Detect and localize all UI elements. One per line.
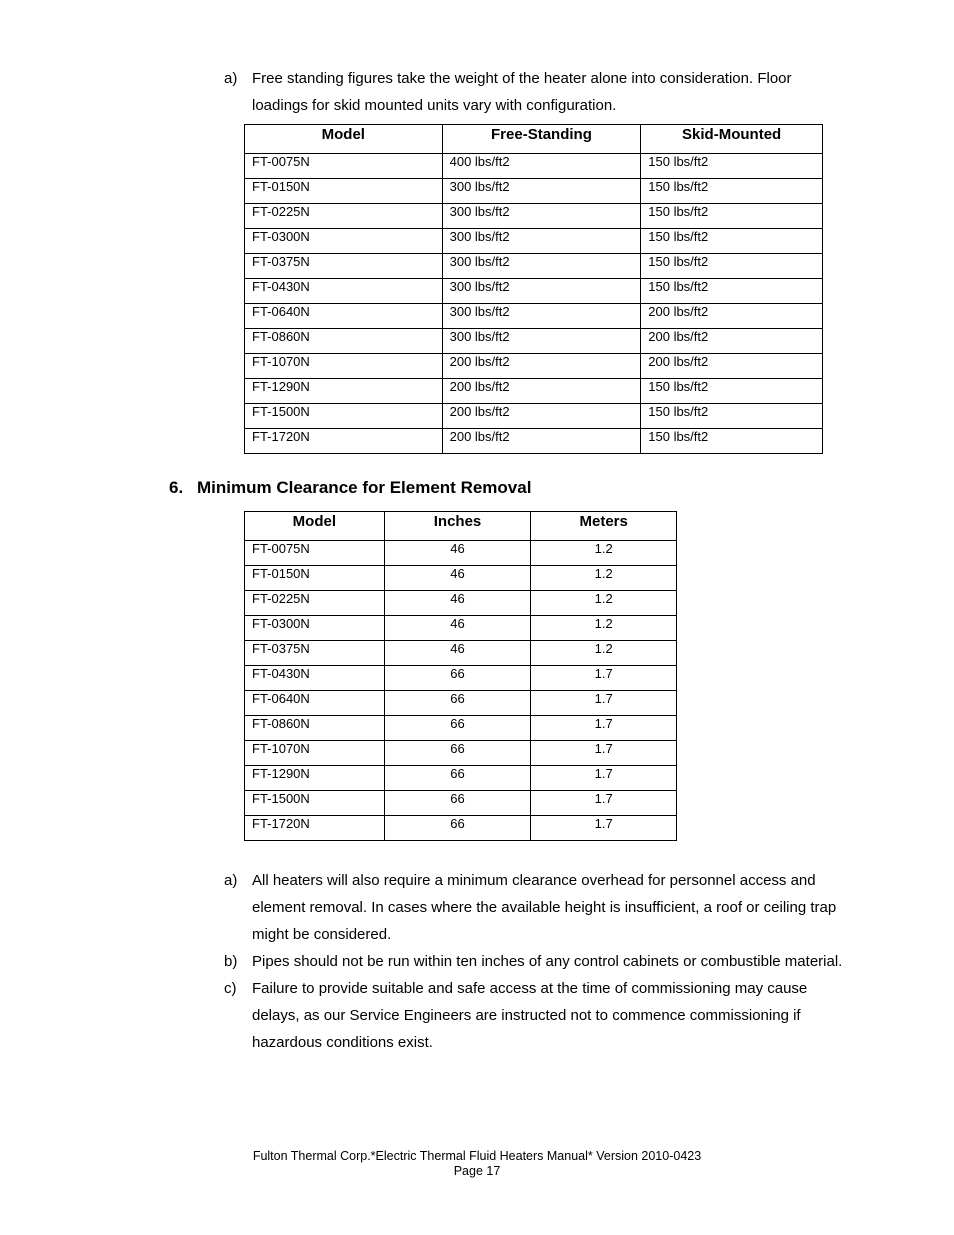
table-row <box>245 329 823 354</box>
table-cell: 300 lbs/ft2 <box>442 329 641 354</box>
table-row <box>245 791 677 816</box>
page-footer <box>0 1149 954 1179</box>
table-cell: 1.7 <box>531 791 677 816</box>
note-line: hazardous conditions exist. <box>252 1034 433 1051</box>
table-cell: FT-1720N <box>245 429 443 454</box>
table-cell: 300 lbs/ft2 <box>442 179 641 204</box>
table-cell: FT-0375N <box>245 641 385 666</box>
table-cell: 300 lbs/ft2 <box>442 254 641 279</box>
page-number: Page 17 <box>453 1164 501 1178</box>
table-cell: FT-0375N <box>245 254 443 279</box>
table-cell: 1.2 <box>531 591 677 616</box>
note-line: delays, as our Service Engineers are instructed not to commence commissioning if <box>252 1007 801 1024</box>
table-cell: 150 lbs/ft2 <box>641 279 823 304</box>
table-cell: 150 lbs/ft2 <box>641 254 823 279</box>
table-cell: 200 lbs/ft2 <box>442 354 641 379</box>
table-cell: 66 <box>384 691 531 716</box>
table-cell: 46 <box>384 641 531 666</box>
table-cell: FT-1500N <box>245 404 443 429</box>
table-cell: 66 <box>384 716 531 741</box>
intro-marker: a) <box>224 70 238 87</box>
table-cell: FT-0150N <box>245 179 443 204</box>
table-cell: FT-0430N <box>245 279 443 304</box>
table-cell: FT-1290N <box>245 379 443 404</box>
table-cell: 1.2 <box>531 616 677 641</box>
table-row <box>245 766 677 791</box>
table-cell: FT-1290N <box>245 766 385 791</box>
table-cell: FT-1500N <box>245 791 385 816</box>
table-cell: 300 lbs/ft2 <box>442 204 641 229</box>
table-row <box>245 816 677 841</box>
table-cell: 150 lbs/ft2 <box>641 179 823 204</box>
column-header: Free-Standing <box>442 125 641 154</box>
table-row <box>245 541 677 566</box>
table-cell: 150 lbs/ft2 <box>641 429 823 454</box>
table-cell: 400 lbs/ft2 <box>442 154 641 179</box>
table-row <box>245 404 823 429</box>
section-title: Minimum Clearance for Element Removal <box>197 478 532 497</box>
table-row <box>245 591 677 616</box>
note-line: Pipes should not be run within ten inches of any control cabinets or combustible material. <box>252 953 843 970</box>
note-a <box>224 867 892 948</box>
table-cell: 150 lbs/ft2 <box>641 154 823 179</box>
intro-line-2: loadings for skid mounted units vary with configuration. <box>252 97 617 114</box>
table-cell: 300 lbs/ft2 <box>442 279 641 304</box>
note-line: All heaters will also require a minimum clearance overhead for personnel access and <box>252 872 816 889</box>
table-row <box>245 429 823 454</box>
table-cell: 46 <box>384 541 531 566</box>
table-cell: 150 lbs/ft2 <box>641 229 823 254</box>
table-row <box>245 666 677 691</box>
table-row <box>245 641 677 666</box>
table-cell: 46 <box>384 616 531 641</box>
clearance-table <box>244 511 677 841</box>
table-cell: 150 lbs/ft2 <box>641 379 823 404</box>
table-cell: 1.7 <box>531 666 677 691</box>
table-cell: FT-1070N <box>245 354 443 379</box>
note-line: Failure to provide suitable and safe access at the time of commissioning may cause <box>252 980 808 997</box>
table-row <box>245 279 823 304</box>
note-b <box>224 948 892 975</box>
table-cell: 200 lbs/ft2 <box>442 404 641 429</box>
table-cell: 1.2 <box>531 641 677 666</box>
column-header: Skid-Mounted <box>641 125 823 154</box>
table-cell: 1.2 <box>531 541 677 566</box>
floor-loading-table <box>244 124 823 454</box>
table-cell: FT-0860N <box>245 329 443 354</box>
table-cell: FT-0150N <box>245 566 385 591</box>
table-cell: 200 lbs/ft2 <box>442 429 641 454</box>
table-row <box>245 616 677 641</box>
intro-line-1: Free standing figures take the weight of the heater alone into consideration. Floor <box>252 70 792 87</box>
table-cell: FT-1720N <box>245 816 385 841</box>
table-header-row <box>245 512 677 541</box>
section-number: 6. <box>169 478 184 497</box>
table-row <box>245 741 677 766</box>
note-marker: c) <box>224 980 237 997</box>
table-cell: 66 <box>384 666 531 691</box>
note-line: might be considered. <box>252 926 392 943</box>
table-row <box>245 229 823 254</box>
table-cell: FT-0430N <box>245 666 385 691</box>
table-cell: 1.7 <box>531 691 677 716</box>
table-cell: FT-0225N <box>245 591 385 616</box>
table-cell: 66 <box>384 766 531 791</box>
table-cell: 300 lbs/ft2 <box>442 229 641 254</box>
table-row <box>245 179 823 204</box>
column-header: Inches <box>384 512 531 541</box>
table-cell: 200 lbs/ft2 <box>641 354 823 379</box>
table-cell: 150 lbs/ft2 <box>641 204 823 229</box>
table-cell: 150 lbs/ft2 <box>641 404 823 429</box>
table-cell: 1.7 <box>531 816 677 841</box>
table-header-row <box>245 125 823 154</box>
table-row <box>245 204 823 229</box>
table-row <box>245 566 677 591</box>
table-cell: 200 lbs/ft2 <box>442 379 641 404</box>
table-row <box>245 154 823 179</box>
table-cell: 200 lbs/ft2 <box>641 329 823 354</box>
table-cell: FT-0075N <box>245 541 385 566</box>
table-cell: FT-0300N <box>245 616 385 641</box>
table-row <box>245 304 823 329</box>
table-cell: 300 lbs/ft2 <box>442 304 641 329</box>
table-cell: 66 <box>384 791 531 816</box>
note-line: element removal. In cases where the available height is insufficient, a roof or ceiling trap <box>252 899 837 916</box>
note-marker: b) <box>224 953 238 970</box>
table-cell: 66 <box>384 816 531 841</box>
table-row <box>245 691 677 716</box>
table-cell: 1.7 <box>531 716 677 741</box>
column-header: Model <box>245 125 443 154</box>
table-cell: 200 lbs/ft2 <box>641 304 823 329</box>
section-heading <box>169 478 531 498</box>
table-cell: 66 <box>384 741 531 766</box>
table-cell: FT-0640N <box>245 691 385 716</box>
table-row <box>245 354 823 379</box>
table-cell: 1.7 <box>531 741 677 766</box>
footer-title: Fulton Thermal Corp.*Electric Thermal Fluid Heaters Manual* Version 2010-0423 <box>252 1149 702 1163</box>
table-cell: FT-0640N <box>245 304 443 329</box>
table-cell: FT-0225N <box>245 204 443 229</box>
table-cell: 46 <box>384 591 531 616</box>
table-cell: FT-1070N <box>245 741 385 766</box>
note-c <box>224 975 892 1056</box>
table-row <box>245 716 677 741</box>
table-cell: FT-0075N <box>245 154 443 179</box>
table-cell: 46 <box>384 566 531 591</box>
column-header: Meters <box>531 512 677 541</box>
table-cell: FT-0300N <box>245 229 443 254</box>
column-header: Model <box>245 512 385 541</box>
note-marker: a) <box>224 872 238 889</box>
table-row <box>245 379 823 404</box>
table-cell: FT-0860N <box>245 716 385 741</box>
table-row <box>245 254 823 279</box>
intro-paragraph <box>224 65 872 119</box>
table-cell: 1.7 <box>531 766 677 791</box>
table-cell: 1.2 <box>531 566 677 591</box>
